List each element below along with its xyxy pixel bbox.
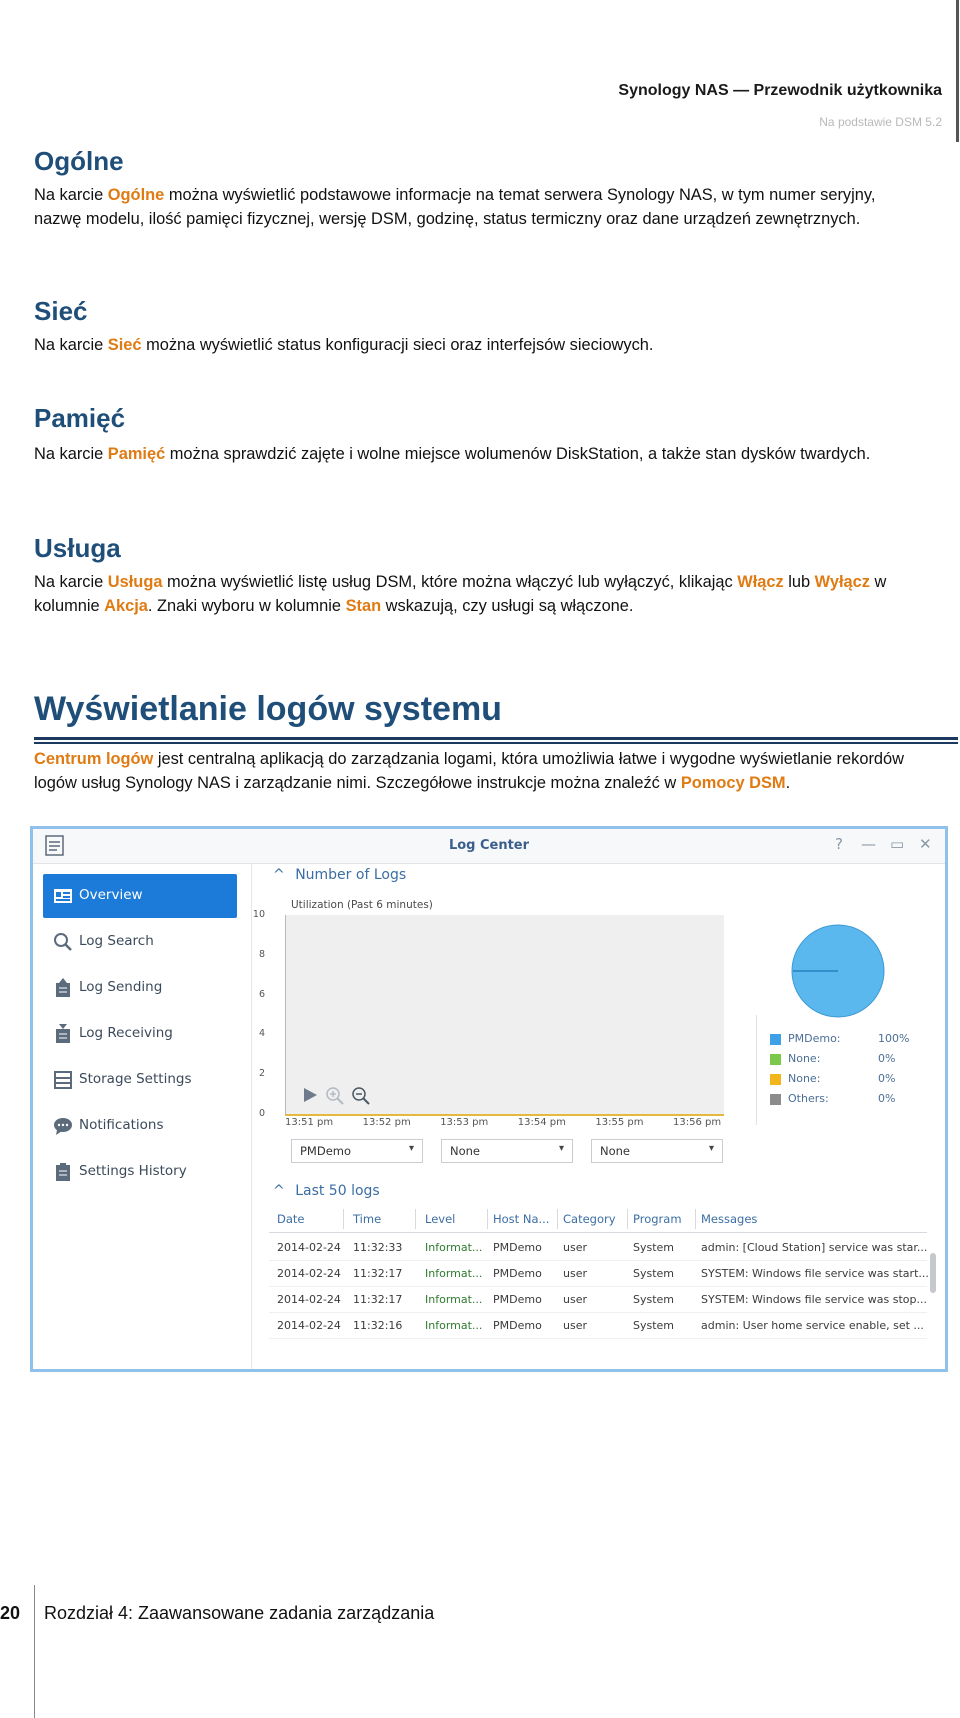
heading-pamiec: Pamięć [34, 403, 126, 433]
chevron-up-icon: ^ [273, 1183, 285, 1199]
zoom-out-icon[interactable] [351, 1086, 371, 1106]
zoom-in-icon[interactable] [325, 1086, 345, 1106]
table-cell: System [633, 1241, 675, 1254]
host-select-2[interactable]: None ▾ [441, 1139, 573, 1163]
window-title: Log Center [448, 838, 530, 853]
paragraph-logs: Centrum logów jest centralną aplikacją do zarządzania logami, która umożliwia łatwe i wygodne wyświetlanie rekordów logów usług Synology NAS i zarządzanie nimi. Szczegółowe instrukcje można znaleźć w Pomocy DSM. [34, 750, 904, 792]
chart-title: Utilization (Past 6 minutes) [291, 899, 433, 911]
table-scrollbar[interactable] [930, 1253, 936, 1293]
column-separator [415, 1209, 416, 1229]
x-tick-label: 13:51 pm [285, 1117, 334, 1128]
table-cell: System [633, 1293, 675, 1306]
column-messages[interactable]: Messages [701, 1212, 758, 1226]
table-cell: admin: [Cloud Station] service was star... [701, 1241, 928, 1254]
running-header-subtitle: Na podstawie DSM 5.2 [819, 115, 942, 129]
y-tick-label: 10 [252, 909, 265, 920]
sidebar-item-overview[interactable]: Overview [43, 874, 237, 918]
legend-swatch [770, 1074, 781, 1085]
table-cell: SYSTEM: Windows file service was start... [701, 1267, 929, 1280]
overview-icon [53, 886, 73, 906]
last-logs-label: Last 50 logs [295, 1183, 380, 1199]
table-cell: Informat... [425, 1267, 483, 1280]
column-separator [627, 1209, 628, 1229]
table-header-rule [269, 1232, 927, 1233]
column-separator [557, 1209, 558, 1229]
table-cell: user [563, 1267, 587, 1280]
maximize-icon[interactable]: ▭ [890, 835, 905, 853]
y-tick-label: 2 [258, 1068, 265, 1080]
x-tick-label: 13:55 pm [595, 1117, 644, 1128]
close-icon[interactable]: ✕ [919, 835, 932, 853]
table-row-divider [269, 1286, 927, 1287]
chapter-title: Rozdział 4: Zaawansowane zadania zarządzania [44, 1603, 435, 1623]
log-receiving-icon [53, 1024, 73, 1044]
number-of-logs-toggle[interactable] [273, 867, 406, 883]
table-cell: 2014-02-24 [277, 1293, 341, 1306]
minimize-icon[interactable]: — [861, 835, 876, 853]
paragraph-ogolne: Na karcie Ogólne można wyświetlić podstawowe informacje na temat serwera Synology NAS, w tym numer seryjny, nazwę modelu, ilość pamięci fizycznej, wersję DSM, godzinę, status termiczny oraz dane urządzeń zewnętrznych. [34, 186, 876, 228]
running-header-title: Synology NAS — Przewodnik użytkownika [618, 82, 942, 99]
sidebar-item-storage-settings[interactable]: Storage Settings [43, 1058, 237, 1102]
column-time[interactable]: Time [353, 1212, 382, 1226]
column-separator [343, 1209, 344, 1229]
legend-swatch [770, 1034, 781, 1045]
table-cell: PMDemo [493, 1319, 542, 1332]
x-tick-label: 13:54 pm [517, 1117, 566, 1128]
legend-swatch [770, 1094, 781, 1105]
table-cell: 11:32:17 [353, 1293, 403, 1306]
history-icon [53, 1162, 73, 1182]
paragraph-siec: Na karcie Sieć można wyświetlić status konfiguracji sieci oraz interfejsów sieciowych. [34, 336, 654, 354]
sidebar [33, 864, 252, 1369]
table-cell: 2014-02-24 [277, 1319, 341, 1332]
table-row-divider [269, 1312, 927, 1313]
footer-rule [34, 1585, 35, 1718]
column-date[interactable]: Date [277, 1212, 305, 1226]
heading-siec: Sieć [34, 296, 88, 326]
table-cell: 2014-02-24 [277, 1267, 341, 1280]
table-cell: Informat... [425, 1319, 483, 1332]
table-cell: 11:32:17 [353, 1267, 403, 1280]
legend-anchor [769, 1007, 770, 1008]
table-cell: Informat... [425, 1241, 483, 1254]
table-cell: SYSTEM: Windows file service was stop... [701, 1293, 928, 1306]
paragraph-pamiec: Na karcie Pamięć można sprawdzić zajęte i wolne miejsce wolumenów DiskStation, a także stan dysków twardych. [34, 445, 871, 463]
host-select-3[interactable]: None ▾ [591, 1139, 723, 1163]
y-tick-label: 4 [258, 1028, 265, 1040]
x-tick-label: 13:53 pm [440, 1117, 489, 1128]
heading-rule-thin [34, 742, 958, 744]
column-separator [487, 1209, 488, 1229]
host-select-1[interactable]: PMDemo ▾ [291, 1139, 423, 1163]
chevron-down-icon: ▾ [708, 1143, 714, 1154]
column-host-name[interactable]: Host Na... [493, 1212, 550, 1226]
table-cell: user [563, 1319, 587, 1332]
legend-item-none-2: None: 0% [770, 1072, 930, 1088]
last-logs-toggle[interactable] [273, 1183, 380, 1199]
table-cell: PMDemo [493, 1241, 542, 1254]
sidebar-item-log-search[interactable]: Log Search [43, 920, 237, 964]
y-tick-label: 6 [258, 988, 265, 1000]
help-icon[interactable]: ? [835, 835, 843, 853]
sidebar-item-settings-history[interactable]: Settings History [43, 1150, 237, 1194]
table-cell: user [563, 1293, 587, 1306]
sidebar-item-log-sending[interactable]: Log Sending [43, 966, 237, 1010]
table-cell: 11:32:33 [353, 1241, 403, 1254]
table-cell: System [633, 1267, 675, 1280]
chevron-up-icon: ^ [273, 867, 285, 883]
column-separator [695, 1209, 696, 1229]
y-tick-label: 8 [258, 948, 265, 960]
notifications-icon [53, 1116, 73, 1136]
heading-logs: Wyświetlanie logów systemu [34, 690, 502, 728]
table-cell: 2014-02-24 [277, 1241, 341, 1254]
x-tick-label: 13:56 pm [673, 1117, 722, 1128]
chevron-down-icon: ▾ [408, 1143, 414, 1154]
storage-icon [53, 1070, 73, 1090]
window-titlebar [33, 829, 945, 864]
column-category[interactable]: Category [563, 1212, 616, 1226]
table-cell: user [563, 1241, 587, 1254]
legend-item-pmdemo: PMDemo: 100% [770, 1032, 930, 1048]
y-tick-label: 0 [258, 1108, 265, 1119]
log-center-window [30, 826, 948, 1372]
table-cell: admin: User home service enable, set ... [701, 1319, 924, 1332]
table-cell: System [633, 1319, 675, 1332]
search-icon [53, 932, 73, 952]
legend-item-others: Others: 0% [770, 1092, 930, 1108]
table-row-divider [269, 1338, 927, 1339]
page-number: 20 [0, 1603, 21, 1623]
legend-swatch [770, 1054, 781, 1065]
table-cell: PMDemo [493, 1267, 542, 1280]
heading-ogolne: Ogólne [34, 146, 124, 176]
table-cell: Informat... [425, 1293, 483, 1306]
sidebar-item-log-receiving[interactable]: Log Receiving [43, 1012, 237, 1056]
column-program[interactable]: Program [633, 1212, 682, 1226]
number-of-logs-label: Number of Logs [295, 867, 407, 883]
log-sending-icon [53, 978, 73, 998]
heading-usluga: Usługa [34, 533, 121, 563]
header-rule [956, 0, 959, 142]
column-level[interactable]: Level [425, 1212, 456, 1226]
play-icon[interactable] [301, 1086, 319, 1104]
paragraph-usluga: Na karcie Usługa można wyświetlić listę usług DSM, które można włączyć lub wyłączyć, klikając Włącz lub Wyłącz w kolumnie Akcja. Znaki wyboru w kolumnie Stan wskazują, czy usługi są włączone. [34, 573, 887, 615]
heading-rule [34, 737, 958, 740]
table-cell: PMDemo [493, 1293, 542, 1306]
sidebar-item-notifications[interactable]: Notifications [43, 1104, 237, 1148]
x-tick-label: 13:52 pm [362, 1117, 411, 1128]
legend-item-none-1: None: 0% [770, 1052, 930, 1068]
table-row-divider [269, 1260, 927, 1261]
chevron-down-icon: ▾ [558, 1143, 564, 1154]
table-cell: 11:32:16 [353, 1319, 403, 1332]
usage-pie [788, 921, 888, 1021]
